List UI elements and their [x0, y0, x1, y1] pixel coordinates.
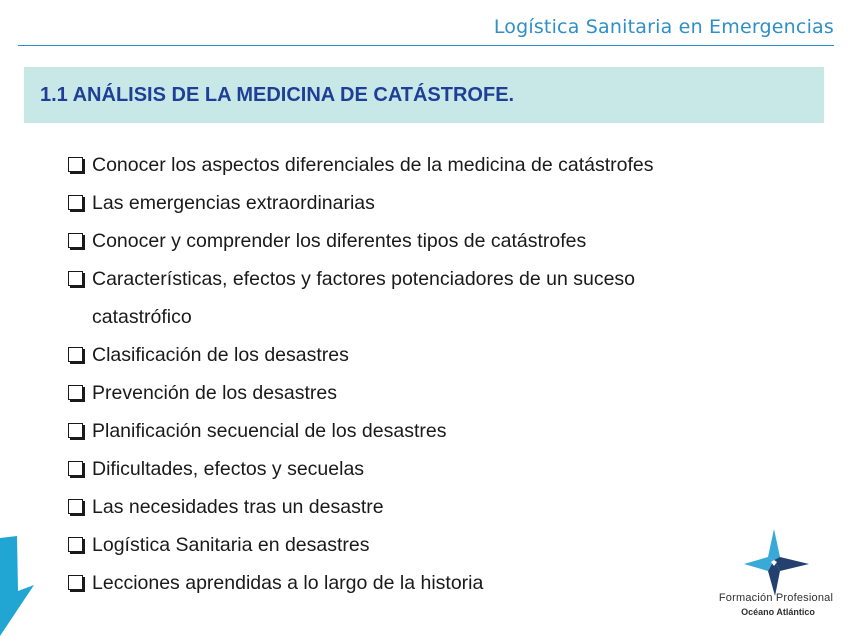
- objective-text: Prevención de los desastres: [92, 382, 337, 404]
- document-header-title: Logística Sanitaria en Emergencias: [493, 16, 834, 38]
- checkbox-icon: [68, 385, 83, 400]
- objective-item: [68, 450, 768, 488]
- objective-item: [68, 184, 768, 222]
- objective-text: Las emergencias extraordinarias: [92, 192, 375, 214]
- checkbox-icon: [68, 423, 83, 438]
- checkbox-icon: [68, 271, 83, 286]
- objective-text: Las necesidades tras un desastre: [92, 496, 384, 518]
- objective-text: Características, efectos y factores potenciadores de un suceso catastrófico: [92, 268, 636, 328]
- checkbox-icon: [68, 347, 83, 362]
- logo-subname: Océano Atlántico: [741, 607, 815, 617]
- objectives-list: [68, 146, 768, 602]
- objective-item: [68, 564, 768, 602]
- checkbox-icon: [68, 537, 83, 552]
- objective-item: [68, 374, 768, 412]
- lightning-accent-icon: [0, 536, 34, 636]
- checkbox-icon: [68, 157, 83, 172]
- training-logo: [718, 528, 838, 628]
- header-divider: [18, 45, 834, 46]
- objective-text: Lecciones aprendidas a lo largo de la historia: [92, 572, 484, 594]
- objective-item: [68, 488, 768, 526]
- objective-item: [68, 336, 768, 374]
- objective-text: Clasificación de los desastres: [92, 344, 349, 366]
- objective-text: Planificación secuencial de los desastres: [92, 420, 447, 442]
- objective-text: Dificultades, efectos y secuelas: [92, 458, 365, 480]
- objective-text: Conocer los aspectos diferenciales de la medicina de catástrofes: [92, 154, 654, 176]
- checkbox-icon: [68, 195, 83, 210]
- objective-item: [68, 412, 768, 450]
- checkbox-icon: [68, 233, 83, 248]
- objective-item: [68, 222, 768, 260]
- objective-item: [68, 146, 768, 184]
- logo-name: Formación Profesional: [718, 592, 834, 604]
- objective-item: [68, 260, 768, 336]
- compass-star-logo-icon: [743, 528, 811, 596]
- objective-item: [68, 526, 768, 564]
- section-title: 1.1 ANÁLISIS DE LA MEDICINA DE CATÁSTROFE.: [40, 84, 515, 106]
- checkbox-icon: [68, 499, 83, 514]
- section-banner: [24, 67, 824, 123]
- checkbox-icon: [68, 575, 83, 590]
- checkbox-icon: [68, 461, 83, 476]
- objective-text: Conocer y comprender los diferentes tipos de catástrofes: [92, 230, 587, 252]
- objective-text: Logística Sanitaria en desastres: [92, 534, 370, 556]
